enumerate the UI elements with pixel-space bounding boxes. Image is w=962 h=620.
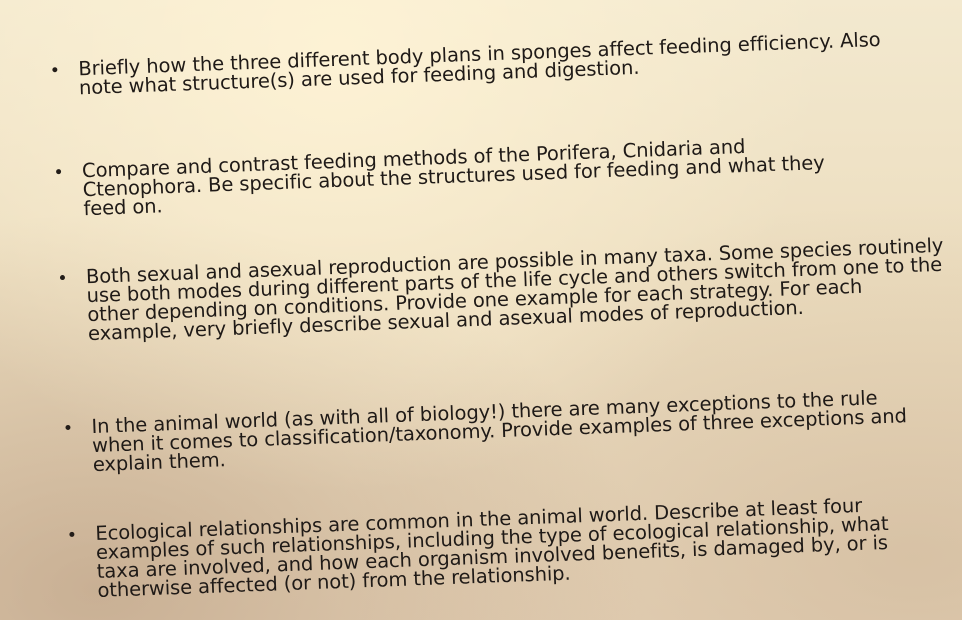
question-text: Ecological relationships are common in the animal world. Describe at least four examples of such relationships, including the type of ecological relationship, what taxa are involved, and how each organism involved benefits, is damaged by, or is otherwise affected (or not) from the relationship. <box>94 493 889 602</box>
list-item <box>91 386 913 477</box>
question-text: Both sexual and asexual reproduction are possible in many taxa. Some species routinely use both modes during different parts of the life cycle and others switch from one to the other depending on conditions. Provide one example for each strategy. For each example, very briefly describe sexual and asexual modes of reproduction. <box>85 233 944 346</box>
paper-sheet <box>18 0 962 620</box>
question-list <box>18 0 949 602</box>
bullet-icon <box>65 425 70 430</box>
list-item <box>77 27 899 100</box>
bullet-icon <box>56 169 61 174</box>
list-item <box>85 233 948 346</box>
question-text: Briefly how the three different body plans in sponges affect feeding efficiency. Also note what structure(s) are used for feeding and digestion. <box>77 27 881 100</box>
bullet-icon <box>69 532 74 537</box>
list-item <box>95 493 932 600</box>
question-text: Compare and contrast feeding methods of the Porifera, Cnidaria and Ctenophora. Be specific about the structures used for feeding and what they feed on. <box>81 134 825 221</box>
question-text: In the animal world (as with all of biology!) there are many exceptions to the rule when it comes to classification/taxonomy. Provide examples of three exceptions and explain them. <box>91 386 908 477</box>
bullet-icon <box>60 275 65 280</box>
bullet-icon <box>52 67 57 72</box>
list-item <box>81 133 844 221</box>
